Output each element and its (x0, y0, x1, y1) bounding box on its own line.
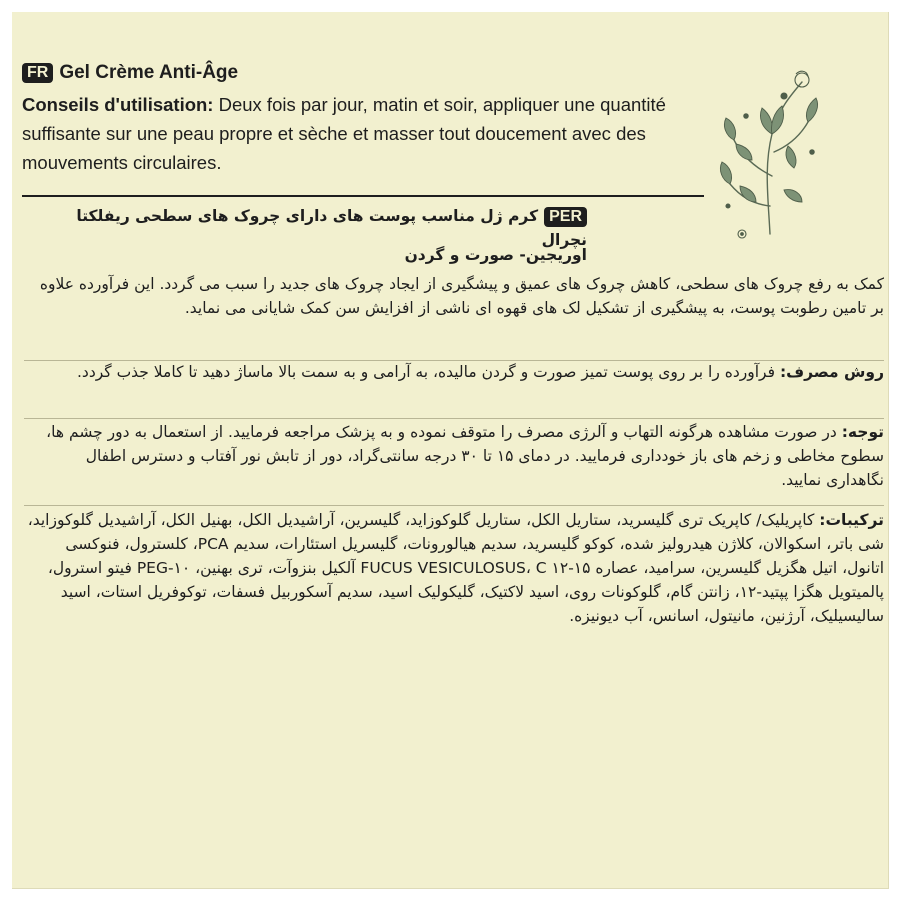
french-usage-text (22, 90, 702, 177)
persian-description: کمک به رفع چروک های سطحی، کاهش چروک های عمیق و پیشگیری از ایجاد چروک های جدید را سبب می گردد. این فرآورده علاوه بر تامین رطوبت پوست، به پیشگیری از تشکیل لک های قهوه ای ناشی از افزایش سن کمک شایانی می نماید. (39, 275, 884, 317)
section-divider (22, 195, 704, 197)
persian-caution-label: توجه: (841, 423, 884, 441)
persian-ingredients (24, 508, 884, 628)
french-usage-label: Conseils d'utilisation: (22, 94, 214, 115)
persian-usage-text: فرآورده را بر روی پوست تمیز صورت و گردن مالیده، به آرامی و به سمت بالا ماساژ دهید تا کاملا جذب گردد. (76, 363, 780, 381)
fr-language-badge: FR (22, 63, 53, 83)
french-title-row (22, 62, 702, 84)
persian-product-title: کرم ژل مناسب پوست های دارای چروک های سطحی ریفلکتا نچرال (76, 207, 587, 249)
persian-usage-label: روش مصرف: (779, 363, 884, 381)
persian-ingredients-text: کاپریلیک/ کاپریک تری گلیسرید، ستاریل الکل، ستاریل گلوکوزاید، گلیسرین، آراشیدیل الکل، بهنیل الکل، آراشیدیل گلوکوزاید، شی باتر، اسکوالان، کلاژن هیدرولیز شده، کوکو گلیسرید، سدیم هیالورونات، گلیسریل استئارات، سدیم PCA، کلسترول، فنوکسی اتانول، اتیل هگزیل گلیسرین، سرامید، عصاره FUCUS VESICULOSUS، C ۱۲-۱۵ آلکیل بنزوآت، تری بهنین، PEG-۱۰ فیتو استرول، پالمیتویل هگزا پپتید-۱۲، زانتن گام، گلوکونات روی، اسید لاکتیک، گلیکولیک اسید، سدیم آسکوربیل فسفات، توکوفریل استات، اسید سالیسیلیک، آرژنین، مانیتول، اسانس، آب دیونیزه. (27, 511, 884, 625)
french-section (22, 62, 702, 177)
persian-product-subtitle: اوریجین- صورت و گردن (404, 246, 587, 264)
persian-caution (24, 420, 884, 492)
caution-divider (24, 418, 884, 419)
ingredients-divider (24, 505, 884, 506)
botanical-flower-illustration (712, 56, 828, 246)
persian-caution-text: در صورت مشاهده هرگونه التهاب و آلرژی مصرف را متوقف نموده و به پزشک مراجعه فرمایید. از استعمال به دور چشم ها، سطوح مخاطی و زخم های باز خودداری فرمایید. در دمای ۱۵ تا ۳۰ درجه سانتی‌گراد، دور از تابش نور آفتاب و دسترس اطفال نگاهداری نمایید. (46, 423, 884, 489)
french-usage-body: Deux fois par jour, matin et soir, appliquer une quantité suffisante sur une peau propre et sèche et masser tout doucement avec des mouvements circulaires. (22, 94, 666, 173)
french-product-title: Gel Crème Anti-Âge (59, 62, 239, 83)
persian-ingredients-label: ترکیبات: (819, 511, 884, 529)
persian-usage (24, 360, 884, 384)
per-language-badge: PER (544, 207, 587, 227)
